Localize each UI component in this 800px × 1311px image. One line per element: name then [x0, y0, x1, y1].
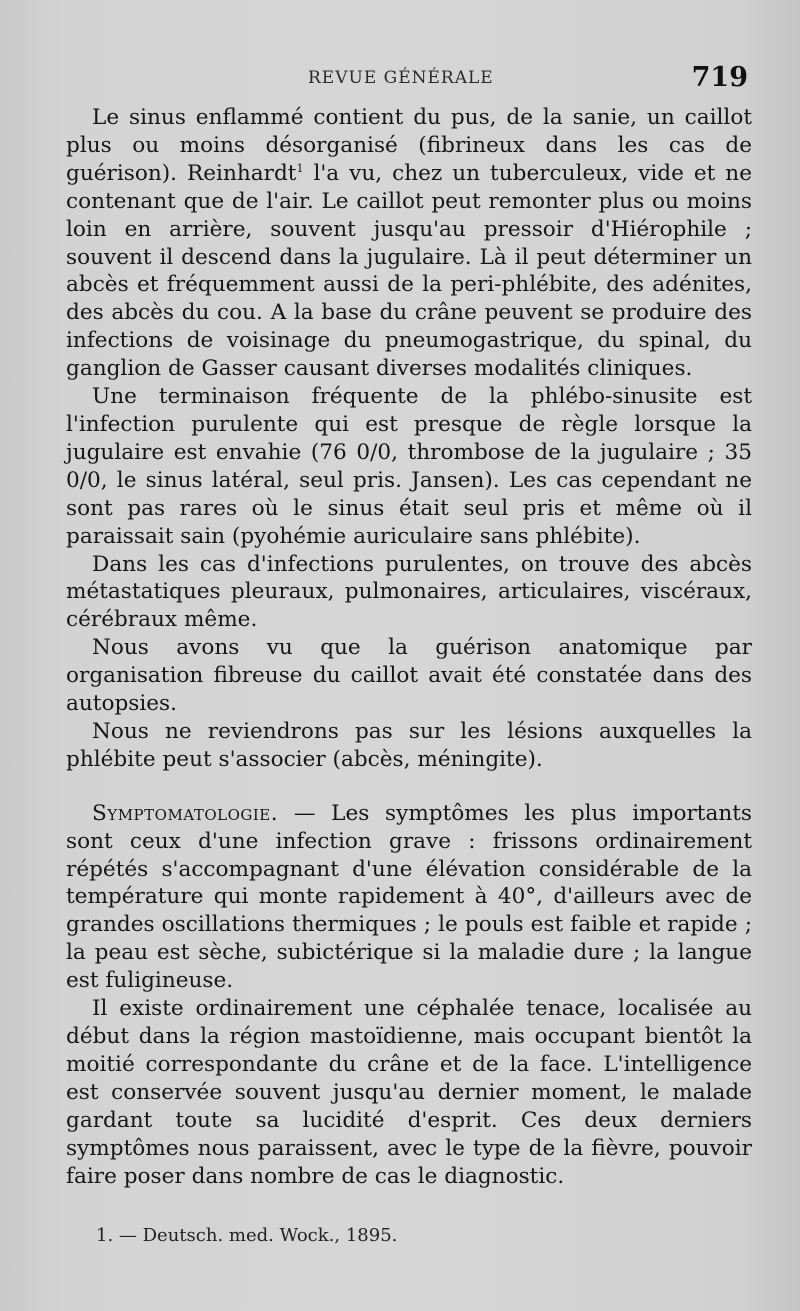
page-header — [0, 62, 800, 96]
paragraph-sinus — [66, 104, 752, 383]
paragraph-lesions: Nous ne reviendrons pas sur les lésions auxquelles la phlébite peut s'associer (abcès, méningite). — [66, 718, 752, 772]
footnote-reference: 1 — [296, 161, 304, 175]
paragraph-text: l'a vu, chez un tuberculeux, vide et ne contenant que de l'air. Le caillot peut remonter plus ou moins loin en arrière, souvent jusqu'au pressoir d'Hiérophile ; souvent il descend dans la jugulaire. Là il peut déterminer un abcès et fréquemment aussi de la peri-phlébite, des adénites, des abcès du cou. A la base du crâne peuvent se produire des infections de voisinage du pneumogastrique, du spinal, du ganglion de Gasser causant diverses modalités cliniques. — [66, 160, 752, 382]
paragraph-text: Le sinus enflammé contient du pus, de la sanie, un caillot plus ou moins désorganisé (fibrineux dans les cas de guérison). Reinhardt — [66, 105, 752, 186]
page-number: 719 — [691, 62, 748, 93]
paragraph-cephalee: Il existe ordinairement une céphalée tenace, localisée au début dans la région mastoïdienne, mais occupant bientôt la moitié correspondante du crâne et de la face. L'intelligence est conservée souvent jusqu'au dernier moment, le malade gardant toute sa lucidité d'esprit. Ces deux derniers symptômes nous paraissent, avec le type de la fièvre, pouvoir faire poser dans nombre de cas le diagnostic. — [66, 996, 752, 1189]
paragraph-text: — Les symptômes les plus importants sont ceux d'une infection grave : frissons ordinairement répétés s'accompagnant d'une élévation considérable de la température qui monte rapidement à 40°, d'ailleurs avec de grandes oscillations thermiques ; le pouls est faible et rapide ; la peau est sèche, subictérique si la maladie dure ; la langue est fuligineuse. — [66, 800, 752, 994]
running-head: REVUE GÉNÉRALE — [308, 68, 494, 88]
paragraph-terminaison: Une terminaison fréquente de la phlébo-sinusite est l'infection purulente qui est presque de règle lorsque la jugulaire est envahie (76 0/0, thrombose de la jugulaire ; 35 0/0, le sinus latéral, seul pris. Jansen). Les cas cependant ne sont pas rares où le sinus était seul pris et même où il paraissait sain (pyohémie auriculaire sans phlébite). — [66, 384, 752, 549]
footnote: 1. — Deutsch. med. Wock., 1895. — [96, 1225, 398, 1246]
paragraph-symptomatologie — [66, 800, 752, 995]
section-heading: Symptomatologie. — [92, 800, 279, 826]
page-body — [66, 104, 752, 1190]
paragraph-guerison: Nous avons vu que la guérison anatomique par organisation fibreuse du caillot avait été constatée dans des autopsies. — [66, 635, 752, 717]
paragraph-infections: Dans les cas d'infections purulentes, on trouve des abcès métastatiques pleuraux, pulmonaires, articulaires, viscéraux, cérébraux même. — [66, 551, 752, 633]
